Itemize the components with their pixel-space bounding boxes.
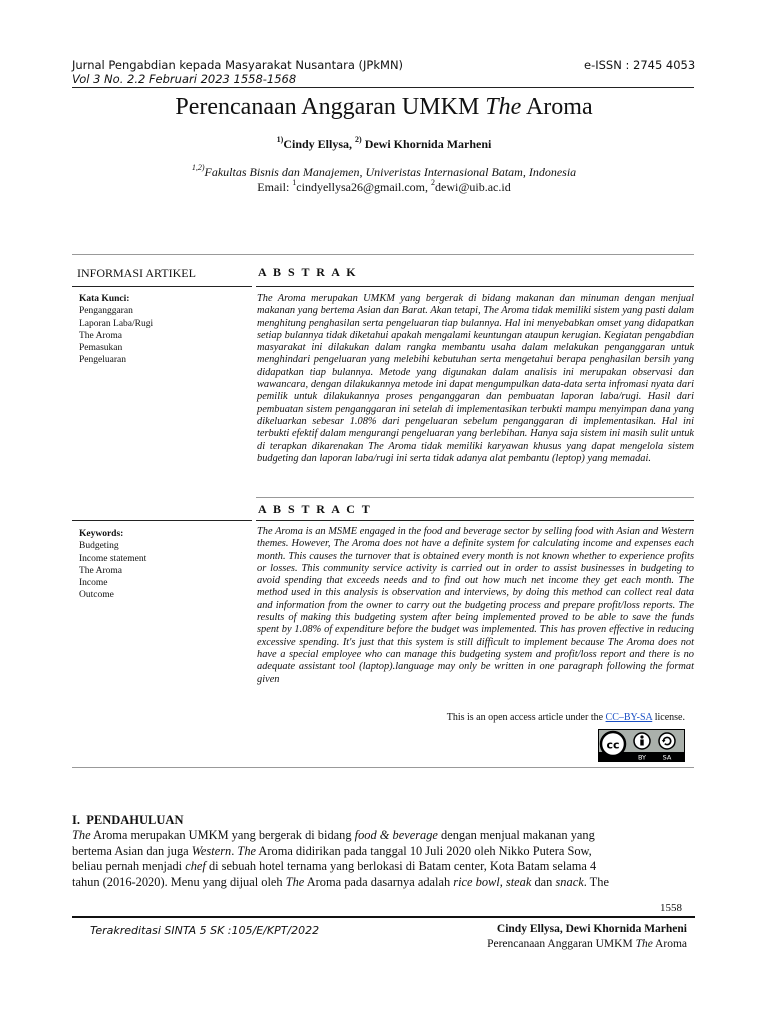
body-paragraph <box>72 828 695 890</box>
body-line <box>72 875 695 891</box>
info-heading: INFORMASI ARTIKEL <box>77 266 196 280</box>
body-text-run: dengan menjual makanan yang <box>437 828 595 842</box>
body-text-run: di sebuah hotel ternama yang berlokasi di Batam center, Kota Batam selama 4 <box>205 859 597 873</box>
keyword-item: Income statement <box>79 553 147 564</box>
table-top-rule <box>72 254 694 255</box>
body-text-run: The <box>237 843 257 858</box>
body-text-run: chef <box>185 859 206 873</box>
body-line <box>72 844 695 860</box>
article-title: Perencanaan Anggaran UMKM The Aroma <box>175 94 593 120</box>
body-text-run: bertema Asian dan juga <box>72 843 192 858</box>
cc-by-sa-badge[interactable] <box>598 729 685 762</box>
keyword-item: Outcome <box>79 590 114 601</box>
volume-info: Vol 3 No. 2.2 Februari 2023 1558-1568 <box>72 72 297 86</box>
abstract-heading: A B S T R A C T <box>258 502 372 516</box>
keyword-item: Budgeting <box>79 541 119 552</box>
body-text-run: . The <box>583 874 609 889</box>
keyword-item: Pemasukan <box>79 343 123 354</box>
keywords-block <box>79 528 146 602</box>
abstrak-text: The Aroma merupakan UMKM yang bergerak di bidang makanan dan minuman dengan menjual makanan yang bertema Asian dan Barat. Akan tetapi, The Aroma tidak memiliki sistem yang pasti dalam menghitung penghasilan serta pengeluaran tiap bulannya. Hal ini menyebabkan omset yang didapatkan setiap bulannya tidak diketahui apakah mengalami keuntungan ataupun kerugian. Kegiatan pengabdian masyarakat ini dilakukan dalam rangka membantu usaha dalam melakukan penganggaran untuk menghindari pengeluaran yang melebihi kebutuhan serta mengetahui berapa penghasilan bersih yang didapatkan tiap bulannya. Metode yang digunakan dalam analisis ini merupakan observasi dan wawancara, dengan dilakukannya metode ini dapat mengumpulkan data-data serta infromasi nyata dari pemilik untuk dilakukannya proses penganggaran dan pembuatan laporan laba/rugi. Hasil dari pembuatan sistem penganggaran ini setelah di implementasikan terbukti mampu menyimpan dana yang dikeluarkan sebesar 1.08% dari pengeluaran sebelum penganggaran di implementasikan. Hal ini terbukti efektif dalam mengurangi pengeluaran yang berlebihan. Hanya saja sistem ini masih sulit untuk di terapkan dikarenakan The Aroma tidak memiliki karyawan khusus yang dapat mengelola sistem budgeting dan laporan laba/rugi ini serta tidak adanya alat pembantu (leptop) yang memadai. <box>257 293 694 464</box>
body-text-run: . <box>231 843 238 858</box>
accreditation: Terakreditasi SINTA 5 SK :105/E/KPT/2022 <box>90 924 320 937</box>
body-text-run: The <box>285 874 305 889</box>
body-line <box>72 828 695 844</box>
abstrak-heading: A B S T R A K <box>258 265 358 279</box>
keyword-item: Penganggaran <box>79 306 133 317</box>
abstrak-rule <box>256 286 694 287</box>
keyword-item: Laporan Laba/Rugi <box>79 318 154 329</box>
table-bottom-rule <box>72 767 694 768</box>
keyword-item: The Aroma <box>79 565 123 576</box>
body-text-run: food & beverage <box>354 828 438 842</box>
keyword-item: The Aroma <box>79 330 123 341</box>
abstract-text: The Aroma is an MSME engaged in the food and beverage sector by selling food with Asian and Western themes. However, The Aroma does not have a definite system for calculating income and expenses each month. This causes the turnover that is obtained every month is not known whether to experience profits or losses. This community service activity is carried out in order to assist businesses in budgeting to avoid spending that exceeds needs and to find out how much net income they get each month. The method used in this analysis is observation and interviews, by doing this method can collect real data and information from the owner to carry out the budgeting process and prepare profit/loss reports. The results of making this budgeting system after being implemented proved to be able to save the funds spent by 1.08% of expenditure before the budget was implemented. This has proven effective in reducing excessive spending. It's just that this system is still difficult to implement because The Aroma does not have a special employee who can manage this budgeting system and profit/loss report and there is no adequate assistant tool (laptop).language may only be written in one paragraph following the format given <box>257 526 694 685</box>
page-number: 1558 <box>660 902 682 914</box>
body-text-run: Aroma pada dasarnya adalah <box>304 874 454 889</box>
footer-authors: Cindy Ellysa, Dewi Khornida Marheni <box>496 923 687 935</box>
issn: e-ISSN : 2745 4053 <box>584 58 696 72</box>
body-text-run: snack <box>555 874 584 889</box>
footer-rule <box>72 916 695 918</box>
body-text-run: Aroma merupakan UMKM yang bergerak di bidang <box>90 828 355 842</box>
email-line: Email: $^1$cindyellysa26@gmail.com, $^2$dewi@uib.ac.id <box>257 178 511 194</box>
authors: $^{1)}$Cindy Ellysa, $^{2)}$ Dewi Khornida Marheni <box>276 135 492 151</box>
info-rule <box>72 286 252 287</box>
cc-icon <box>601 732 625 756</box>
svg-text:cc: cc <box>606 738 620 752</box>
body-text-run: beliau pernah menjadi <box>72 859 186 873</box>
body-text-run: tahun (2016-2020). Menu yang dijual oleh <box>72 874 286 889</box>
kata-kunci-title: Kata Kunci: <box>79 294 130 304</box>
share-alike-icon <box>659 733 675 749</box>
keyword-item: Pengeluaran <box>79 355 126 366</box>
footer-title: Perencanaan Anggaran UMKM The Aroma <box>487 938 687 950</box>
attribution-icon <box>634 733 650 749</box>
body-text-run: dan <box>531 874 556 889</box>
journal-name: Jurnal Pengabdian kepada Masyarakat Nusantara (JPkMN) <box>72 58 404 72</box>
cc-by-label: BY <box>637 753 647 761</box>
abstract-top-rule <box>256 497 694 498</box>
abstract-rule <box>256 520 694 521</box>
kata-kunci-block <box>79 293 153 367</box>
body-text-run: rice bowl, steak <box>453 874 532 889</box>
body-text-run: Aroma didirikan pada tanggal 10 Juli 2020 oleh Nikko Putera Sow, <box>256 843 592 858</box>
affiliation: $^{1,2)}$Fakultas Bisnis dan Manajemen, Univeristas Internasional Batam, Indonesia <box>191 163 577 179</box>
body-line <box>72 859 695 875</box>
header-rule <box>72 87 694 88</box>
body-text-run: The <box>72 828 91 842</box>
keywords-rule <box>72 520 252 521</box>
body-text-run: Western <box>191 843 232 858</box>
section-heading: I. PENDAHULUAN <box>72 813 184 827</box>
keyword-item: Income <box>79 578 108 589</box>
cc-sa-label: SA <box>662 753 672 761</box>
license-line: This is an open access article under the CC–BY-SA license. <box>446 712 685 723</box>
license-link[interactable]: CC–BY-SA <box>605 712 653 723</box>
keywords-title: Keywords: <box>79 529 124 539</box>
